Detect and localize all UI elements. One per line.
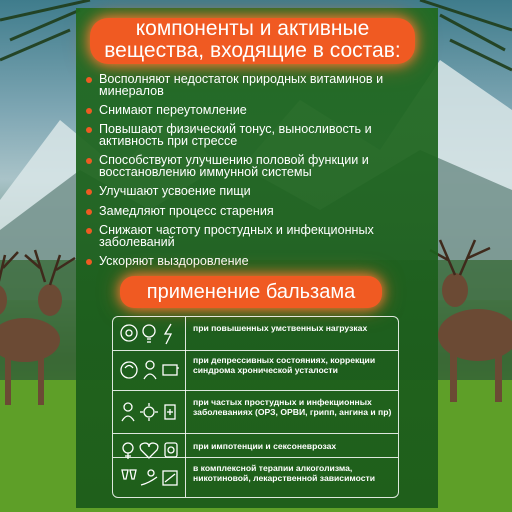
hand-pill-icon — [141, 470, 157, 485]
list-item: Улучшают усвоение пищи — [86, 186, 431, 198]
row-divider — [113, 350, 398, 351]
tired-person-icon — [144, 361, 156, 379]
row-icons — [119, 321, 181, 347]
battery-icon — [163, 365, 179, 375]
bullet-icon — [86, 259, 92, 265]
no-smoking-icon — [163, 471, 177, 485]
virus-icon — [140, 403, 158, 421]
virus-person-icon — [122, 403, 134, 421]
panel-title: компоненты и активные вещества, входящие в состав: — [104, 17, 401, 62]
glasses-icon — [122, 470, 136, 479]
bullet-icon — [86, 158, 92, 164]
list-item: Повышают физический тонус, выносливость и активность при стрессе — [86, 124, 431, 147]
bullet-icon — [86, 189, 92, 195]
column-divider — [185, 317, 186, 497]
list-item: Ускоряют выздоровление — [86, 256, 431, 268]
usage-text: при импотенции и сексоневрозах — [193, 441, 337, 451]
list-item: Снижают частоту простудных и инфекционных заболеваний — [86, 225, 431, 248]
list-item: Восполняют недостаток природных витаминов и минералов — [86, 74, 431, 97]
usage-text: в комплексной терапии алкоголизма, никотиновой, лекарственной зависимости — [193, 463, 376, 483]
heart-icon — [140, 443, 158, 458]
row-divider — [113, 457, 398, 458]
row-icons — [119, 357, 181, 383]
list-item: Способствуют улучшению половой функции и восстановлению иммунной системы — [86, 155, 431, 178]
bullet-icon — [86, 228, 92, 234]
pill-icon — [165, 443, 177, 457]
row-divider — [113, 390, 398, 391]
row-icons — [119, 465, 181, 491]
benefits-list — [86, 74, 431, 276]
usage-table — [112, 316, 399, 498]
head-cloud-icon — [121, 362, 137, 378]
usage-text: при частых простудных и инфекционных заболеваниях (ОРЗ, ОРВИ, грипп, ангина и пр) — [193, 397, 392, 417]
usage-title: применение бальзама — [146, 281, 356, 303]
usage-text: при повышенных умственных нагрузках — [193, 323, 368, 333]
row-divider — [113, 433, 398, 434]
bullet-icon — [86, 209, 92, 215]
lightbulb-icon — [143, 325, 155, 342]
medicine-icon — [165, 405, 175, 419]
usage-text: при депрессивных состояниях, коррекции синдрома хронической усталости — [193, 355, 376, 375]
bullet-icon — [86, 77, 92, 83]
bullet-icon — [86, 108, 92, 114]
head-gears-icon — [121, 325, 137, 341]
row-icons — [119, 437, 181, 463]
row-icons — [119, 399, 181, 425]
list-item: Снимают переутомление — [86, 105, 431, 117]
lightning-icon — [165, 324, 171, 344]
list-item: Замедляют процесс старения — [86, 206, 431, 218]
bullet-icon — [86, 127, 92, 133]
